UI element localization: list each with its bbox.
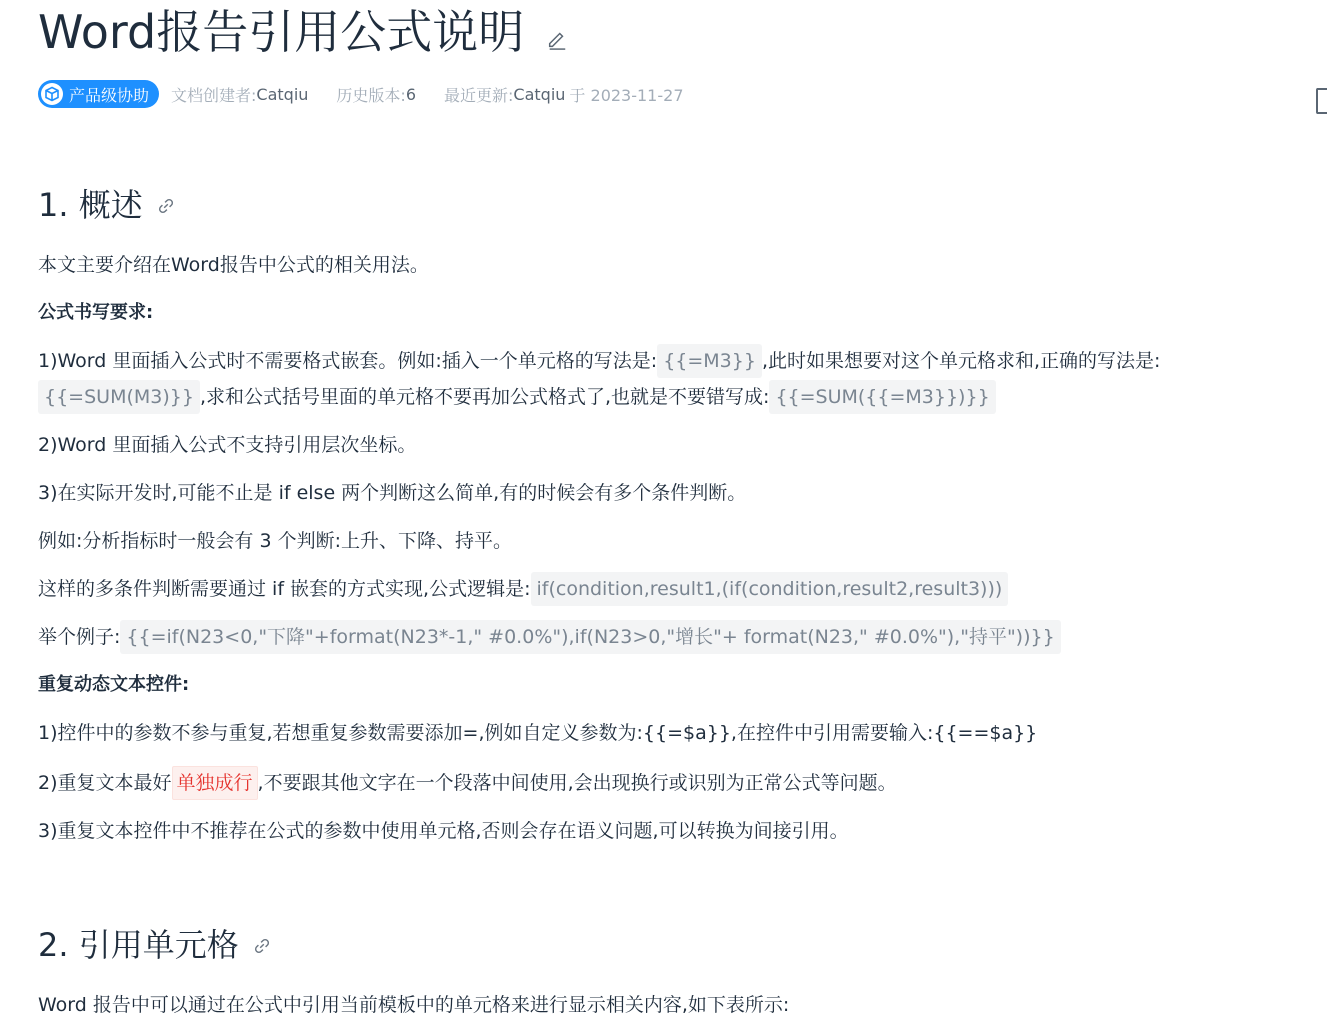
inline-code: {{=M3}} <box>657 344 762 378</box>
section-title: 2. 引用单元格 <box>38 926 239 964</box>
req-2: 2)Word 里面插入公式不支持引用层次坐标。 <box>38 434 417 456</box>
product-badge[interactable] <box>38 80 159 108</box>
edit-icon[interactable] <box>546 28 568 50</box>
section-heading-overview <box>38 180 175 226</box>
sample-line <box>38 620 1061 654</box>
req-1-line1 <box>38 344 1160 378</box>
nested-logic-line <box>38 572 1008 606</box>
updated-date: 于 2023-11-27 <box>569 85 684 105</box>
req-1-text-cont: ,此时如果想要对这个单元格求和,正确的写法是: <box>761 350 1161 372</box>
updated-by: Catqiu <box>513 84 566 104</box>
updated-label: 最近更新: <box>444 85 514 105</box>
sample-text: 举个例子: <box>38 626 121 648</box>
creator-name: Catqiu <box>256 84 309 104</box>
badge-label: 产品级协助 <box>69 85 150 105</box>
req-1-line2 <box>38 380 996 414</box>
copy-icon[interactable] <box>1316 88 1327 114</box>
highlight-mark: 单独成行 <box>172 766 258 800</box>
cube-icon <box>41 83 63 105</box>
example-line: 例如:分析指标时一般会有 3 个判断:上升、下降、持平。 <box>38 530 512 552</box>
history-count[interactable]: 6 <box>405 84 417 104</box>
section-heading-cells <box>38 920 271 966</box>
page-title: Word报告引用公式说明 <box>38 5 525 59</box>
title-row <box>38 4 568 60</box>
inline-code: {{=if(N23<0,"下降"+format(N23*-1," #0.0%"),if(N23>0,"增长"+ format(N23," #0.0%"),"持平"))}} <box>120 620 1060 654</box>
creator-label: 文档创建者: <box>171 85 257 105</box>
inline-code: if(condition,result1,(if(condition,result2,result3))) <box>531 572 1009 606</box>
req-1-text-mid: ,求和公式括号里面的单元格不要再加公式格式了,也就是不要错写成: <box>199 386 770 408</box>
repeat-2 <box>38 766 897 800</box>
link-icon[interactable] <box>253 937 271 955</box>
repeat-3: 3)重复文本控件中不推荐在公式的参数中使用单元格,否则会存在语义问题,可以转换为间接引用。 <box>38 820 849 842</box>
cells-intro: Word 报告中可以通过在公式中引用当前模板中的单元格来进行显示相关内容,如下表所示: <box>38 994 790 1016</box>
repeat-1: 1)控件中的参数不参与重复,若想重复参数需要添加=,例如自定义参数为:{{=$a}},在控件中引用需要输入:{{==$a}} <box>38 722 1038 744</box>
inline-code: {{=SUM(M3)}} <box>38 380 200 414</box>
repeat-2-text: 2)重复文本最好 <box>38 772 172 794</box>
link-icon[interactable] <box>157 197 175 215</box>
nested-text: 这样的多条件判断需要通过 if 嵌套的方式实现,公式逻辑是: <box>38 578 531 600</box>
section-title: 1. 概述 <box>38 186 143 224</box>
meta-row <box>38 80 684 108</box>
repeat-title: 重复动态文本控件: <box>38 674 190 695</box>
req-3: 3)在实际开发时,可能不止是 if else 两个判断这么简单,有的时候会有多个条件判断。 <box>38 482 747 504</box>
overview-intro: 本文主要介绍在Word报告中公式的相关用法。 <box>38 254 429 276</box>
inline-code: {{=SUM({{=M3}})}} <box>769 380 995 414</box>
repeat-2-text-cont: ,不要跟其他文字在一个段落中间使用,会出现换行或识别为正常公式等问题。 <box>257 772 897 794</box>
requirements-title: 公式书写要求: <box>38 302 154 323</box>
req-1-text: 1)Word 里面插入公式时不需要格式嵌套。例如:插入一个单元格的写法是: <box>38 350 658 372</box>
history-label: 历史版本: <box>336 85 406 105</box>
